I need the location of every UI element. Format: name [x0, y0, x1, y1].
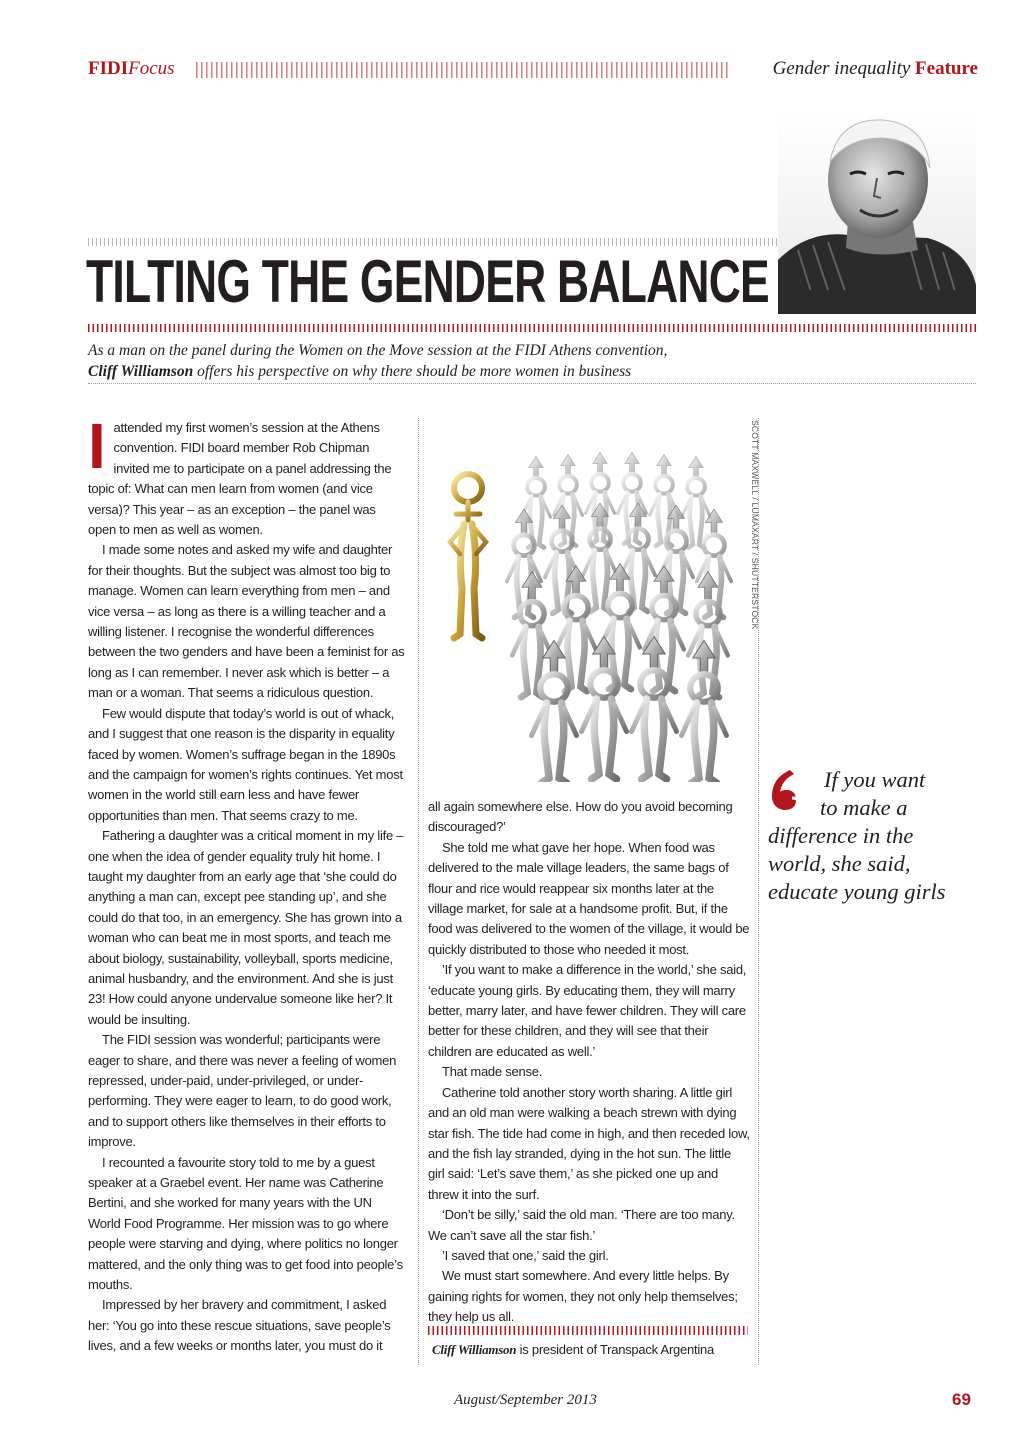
- running-header: [88, 58, 978, 84]
- paragraph: That made sense.: [442, 1064, 543, 1080]
- standfirst-divider: [88, 383, 976, 384]
- title-bottom-rule: [88, 324, 976, 332]
- article-title: TILTING THE GENDER BALANCE: [86, 248, 769, 315]
- section-type: Feature: [915, 58, 978, 79]
- standfirst-line1: As a man on the panel during the Women on the Move session at the FIDI Athens convention,: [88, 342, 668, 359]
- paragraph: I made some notes and asked my wife and daughter for their thoughts. But the subject was almost too big to manage. Women can learn everything from men – and vice versa – as long as there is a willing teacher and a willing listener. I recognise the wonderful differences between the two genders and have been a feminist for as long as I can remember. I never ask which is better – a man or a woman. That seems a ridiculous question.: [88, 542, 405, 701]
- paragraph: Few would dispute that today’s world is out of whack, and I suggest that one reason is the disparity in equality faced by women. Women’s suffrage began in the 1890s and the campaign for women’s rights continues. Yet most women in the world still earn less and have fewer opportunities than men. That seems crazy to me.: [88, 705, 403, 823]
- standfirst-author: Cliff Williamson: [88, 363, 194, 380]
- paragraph: She told me what gave her hope. When food was delivered to the male village leaders, the same bags of flour and rice would reappear six months later at the village market, for sale at a handsome profit. But, if the food was delivered to the women of the village, it would be quickly distributed to those who needed it most.: [428, 839, 750, 957]
- drop-cap: I: [88, 410, 106, 482]
- paragraph: all again somewhere else. How do you avoid becoming discouraged?’: [428, 799, 733, 835]
- pull-quote-line: If you want: [824, 767, 926, 792]
- paragraph: [88, 410, 406, 540]
- page-number: 69: [952, 1390, 971, 1409]
- bio-text: is president of Transpack Argentina: [516, 1342, 714, 1357]
- issue-date: August/September 2013: [454, 1392, 597, 1408]
- section-label: [773, 58, 978, 80]
- paragraph-text: attended my first women’s session at the Athens convention. FIDI board member Rob Chipman invited me to participate on a panel addressing the topic of: What can men learn from women (and vice versa)? This year – as an exception – the panel was open to men as well as women.: [88, 420, 392, 538]
- header-tick-rule: [196, 62, 731, 78]
- paragraph: Impressed by her bravery and commitment, I asked her: ‘You go into these rescue situations, save people’s lives, and a few weeks or months later, you must do it: [88, 1297, 391, 1354]
- paragraph: ’I saved that one,’ said the girl.: [442, 1247, 609, 1263]
- body-column-1: [88, 410, 406, 1357]
- brand: [88, 58, 175, 80]
- column-divider: [418, 418, 419, 1365]
- pull-quote-line: to make a: [820, 795, 908, 820]
- pull-quote: [768, 766, 978, 906]
- body-column-2: [428, 797, 750, 1328]
- gender-symbols-illustration: [428, 418, 750, 782]
- paragraph: Catherine told another story worth sharing. A little girl and an old man were walking a beach strewn with dying star fish. The tide had come in high, and then receded low, and the fish lay stranded, dying in the hot sun. The little girl said: ‘Let’s save them,’ as she picked one up and threw it into the surf.: [428, 1084, 750, 1202]
- image-credit: SCOTT MAXWELL / LUMAXART / SHUTTERSTOCK: [750, 420, 760, 630]
- author-bio: [432, 1341, 752, 1359]
- pull-quote-line: difference in the: [768, 823, 914, 848]
- brand-italic: Focus: [128, 58, 175, 79]
- bio-rule: [428, 1326, 748, 1335]
- bio-name: Cliff Williamson: [432, 1342, 517, 1357]
- section-topic: Gender inequality: [772, 58, 911, 79]
- pull-quote-line: world, she said,: [768, 851, 911, 876]
- pull-quote-line: educate young girls: [768, 879, 946, 904]
- standfirst-line2: offers his perspective on why there should be more women in business: [193, 363, 632, 380]
- standfirst: [88, 340, 968, 382]
- paragraph: ‘Don’t be silly,’ said the old man. ‘There are too many. We can’t save all the star fish.’: [428, 1207, 735, 1243]
- paragraph: I recounted a favourite story told to me by a guest speaker at a Graebel event. Her name was Catherine Bertini, and she worked for many years with the UN World Food Programme. Her mission was to go where people were starving and dying, where politics no longer mattered, and the only thing was to get food into people’s mouths.: [88, 1154, 403, 1293]
- paragraph: The FIDI session was wonderful; participants were eager to share, and there was never a feeling of women repressed, under-paid, under-privileged, or under-performing. They were eager to learn, to do good work, and to support others like themselves in their efforts to improve.: [88, 1032, 397, 1150]
- paragraph: Fathering a daughter was a critical moment in my life – one when the idea of gender equality truly hit home. I taught my daughter from an early age that ‘she could do anything a man can, except pee standing up’, and she could do that too, in an emergency. She has grown into a woman who can beat me in most sports, and teach me about biology, sustainability, volleyball, sports medicine, animal husbandry, and the environment. And she is just 23! How could anyone undervalue someone like her? It would be insulting.: [88, 828, 404, 1027]
- paragraph: We must start somewhere. And every little helps. By gaining rights for women, they not only help themselves; they help us all.: [428, 1268, 738, 1325]
- paragraph: ’If you want to make a difference in the world,’ she said, ‘educate young girls. By educating them, they will marry better, marry later, and have fewer children. They will care better for these children, and they will see that their children are educated as well.’: [428, 962, 747, 1059]
- author-portrait: [778, 110, 976, 314]
- brand-bold: FIDI: [88, 58, 129, 79]
